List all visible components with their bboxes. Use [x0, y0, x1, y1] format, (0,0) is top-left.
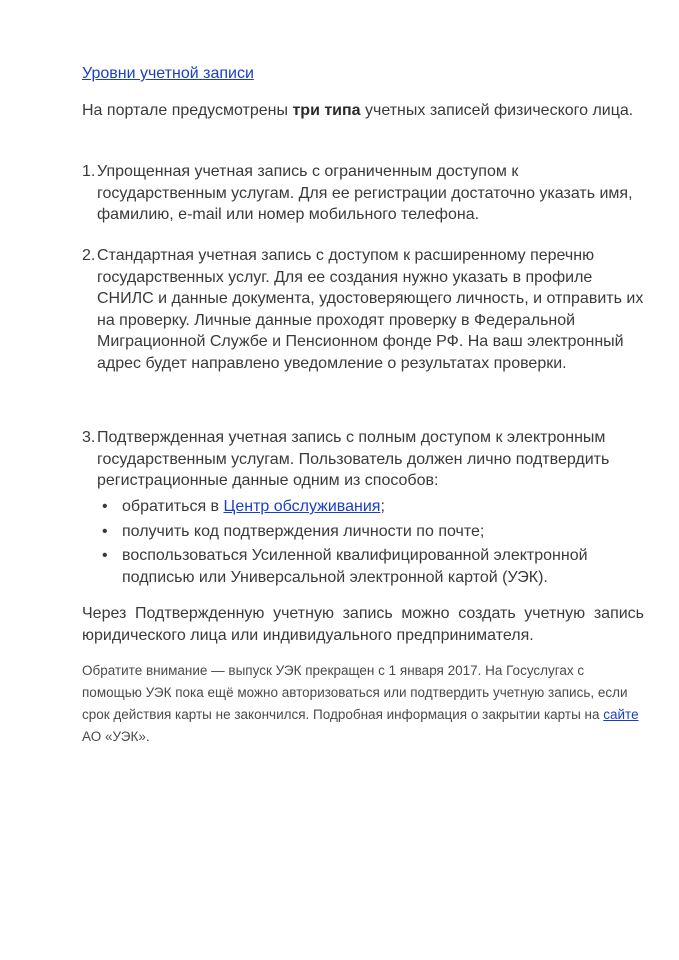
list-item-simplified [82, 161, 644, 226]
notice-text: Обратите внимание — выпуск УЭК прекращен с 1 января 2017. На Госуслугах с помощью УЭК пока ещё можно авторизоваться или подтвердить учетную запись, если срок действия карты не закончился. Подробная информация о закрытии карты на [82, 663, 628, 722]
item-number: 2. [82, 247, 96, 264]
bullet-text-end: ; [380, 498, 385, 515]
intro-paragraph [82, 100, 642, 122]
item-text: Стандартная учетная запись с доступом к расширенному перечню государственных услуг. Для ее создания нужно указать в профиле СНИЛС и данные документа, удостоверяющего личность, и отправить их на проверку. Личные данные проходят проверку в Федеральной Миграционной Службе и Пенсионном фонде РФ. На ваш электронный адрес будет направлено уведомление о результатах проверки. [97, 247, 644, 372]
bullet-marker: • [102, 498, 108, 515]
intro-text-after: учетных записей физического лица. [360, 102, 634, 119]
item-text: Упрощенная учетная запись с ограниченным доступом к государственным услугам. Для ее регистрации достаточно указать имя, фамилию, e-mail или номер мобильного телефона. [97, 163, 633, 223]
item-text: Подтвержденная учетная запись с полным доступом к электронным государственным услугам. Пользователь должен лично подтвердить регистрационные данные одним из способов: [97, 429, 610, 489]
notice-text-end: АО «УЭК». [82, 729, 150, 744]
bullet-text: получить код подтверждения личности по почте; [122, 522, 485, 540]
item-number: 1. [82, 163, 96, 180]
confirmation-methods-list [100, 496, 644, 591]
bullet-text: обратиться в [122, 498, 224, 515]
list-item-confirmed [82, 427, 644, 492]
bullet-signature [100, 545, 644, 588]
intro-text-before: На портале предусмотрены [82, 102, 293, 119]
bullet-marker: • [102, 547, 108, 564]
bullet-marker: • [102, 522, 108, 540]
item-number: 3. [82, 429, 96, 446]
bullet-mail-code [100, 521, 644, 543]
intro-bold: три типа [292, 102, 361, 119]
bullet-text: воспользоваться Усиленной квалифицированной электронной подписью или Универсальной электронной картой (УЭК). [122, 547, 588, 586]
list-item-standard [82, 245, 644, 374]
legal-entity-paragraph: Через Подтвержденную учетную запись можно создать учетную запись юридического лица или индивидуального предпринимателя. [82, 605, 644, 644]
bullet-service-center [100, 496, 644, 518]
uek-notice [82, 660, 646, 748]
uek-site-link[interactable]: сайте [603, 707, 639, 722]
service-center-link[interactable]: Центр обслуживания [223, 498, 381, 515]
account-levels-link[interactable]: Уровни учетной записи [82, 65, 254, 82]
